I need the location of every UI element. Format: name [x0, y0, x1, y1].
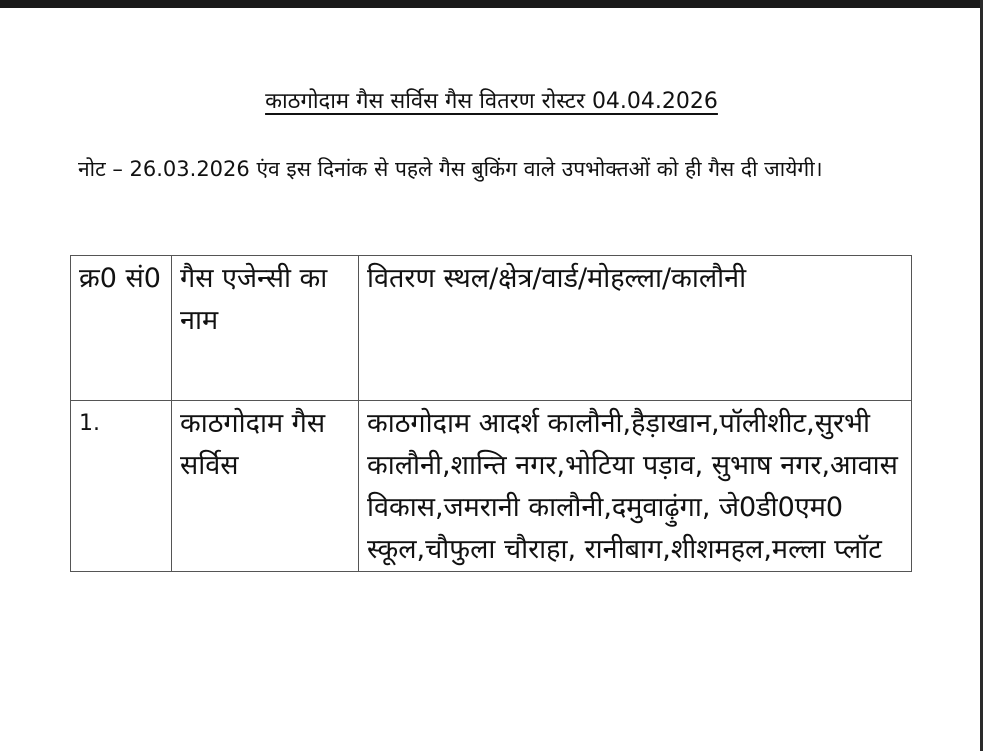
document-note: नोट – 26.03.2026 एंव इस दिनांक से पहले गैस बुकिंग वाले उपभोक्तओं को ही गैस दी जायेगी।: [78, 157, 823, 181]
roster-table: [70, 255, 912, 572]
document-title: [0, 86, 983, 118]
table-row: [71, 401, 912, 572]
row-area: काठगोदाम आदर्श कालौनी,हैड़ाखान,पॉलीशीट,सुरभी कालौनी,शान्ति नगर,भोटिया पड़ाव, सुभाष नगर,आवास विकास,जमरानी कालौनी,दमुवाढ़ुंगा, जे0डी0एम0 स्कूल,चौफुला चौराहा, रानीबाग,शीशमहल,मल्ला प्लॉट: [359, 401, 912, 572]
row-agency: काठगोदाम गैस सर्विस: [172, 401, 359, 572]
document-title-text: काठगोदाम गैस सर्विस गैस वितरण रोस्टर 04.04.2026: [265, 89, 718, 114]
row-serial: 1.: [71, 401, 172, 572]
top-border: [0, 0, 983, 8]
header-agency: गैस एजेन्सी का नाम: [172, 256, 359, 401]
header-serial: क्र0 सं0: [71, 256, 172, 401]
header-area: वितरण स्थल/क्षेत्र/वार्ड/मोहल्ला/कालौनी: [359, 256, 912, 401]
table-header-row: [71, 256, 912, 401]
